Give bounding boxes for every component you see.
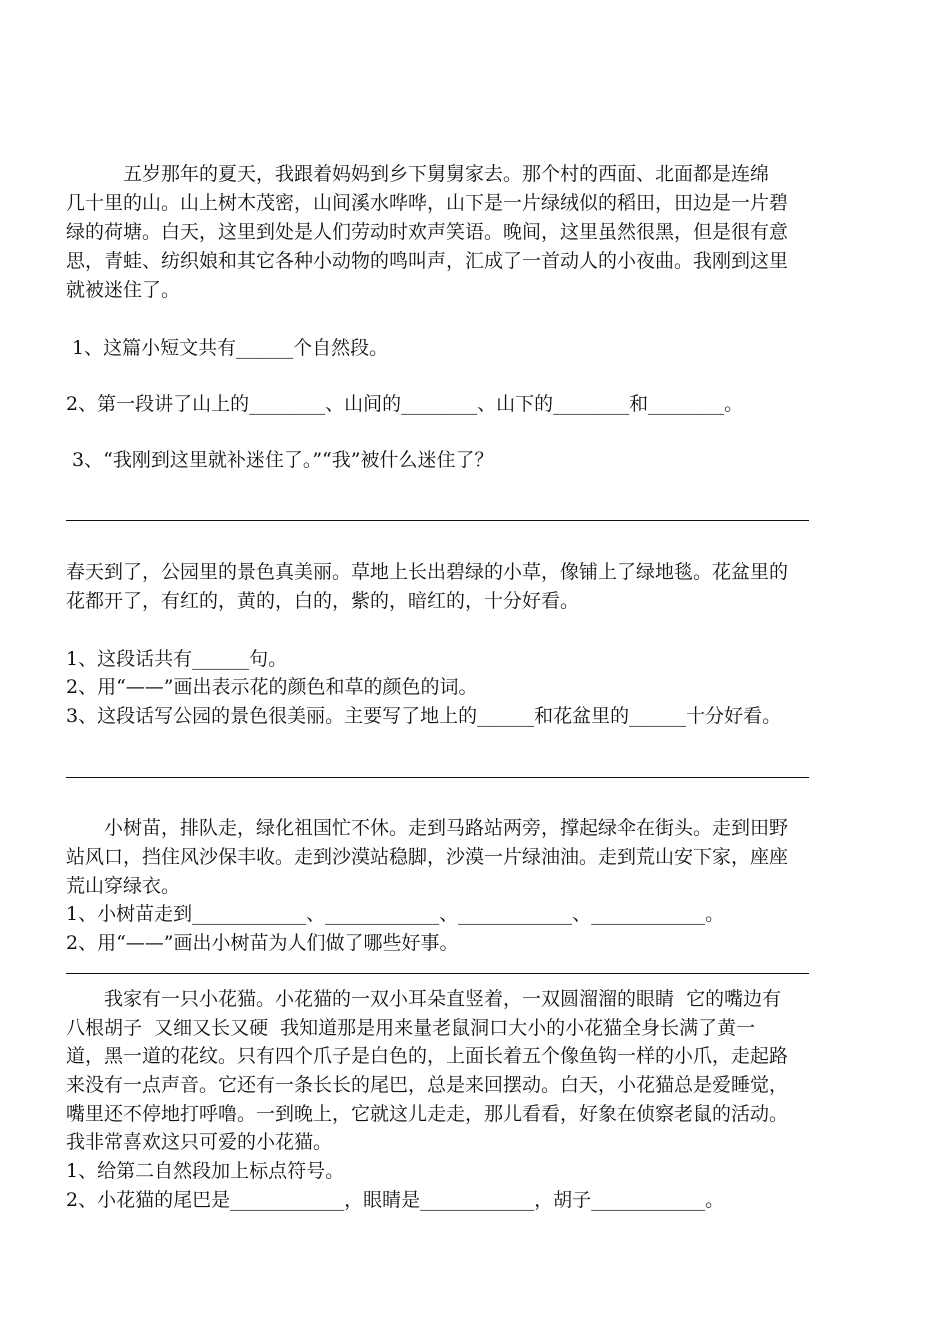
passage3-line-3: 荒山穿绿衣。 xyxy=(66,875,181,897)
passage4-line-4: 来没有一点声音。它还有一条长长的尾巴，总是来回摆动。白天，小花猫总是爱睡觉， xyxy=(66,1074,789,1096)
passage3-line-2: 站风口，挡住风沙保丰收。走到沙漠站稳脚，沙漠一片绿油油。走到荒山安下家，座座 xyxy=(66,846,789,868)
passage1-line-4: 思，青蛙、纺织娘和其它各种小动物的鸣叫声，汇成了一首动人的小夜曲。我刚到这里 xyxy=(66,250,789,272)
passage1-line-2: 几十里的山。山上树木茂密，山间溪水哗哗，山下是一片绿绒似的稻田，田边是一片碧 xyxy=(66,192,789,214)
passage4-line-3: 道，黑一道的花纹。只有四个爪子是白色的，上面长着五个像鱼钩一样的小爪，走起路 xyxy=(66,1045,789,1067)
passage1-question-3: 3、“我刚到这里就补迷住了。”“我”被什么迷住了？ xyxy=(66,449,494,471)
passage1-line-3: 绿的荷塘。白天，这里到处是人们劳动时欢声笑语。晚间，这里虽然很黑，但是很有意 xyxy=(66,221,789,243)
passage2-line-2: 花都开了，有红的，黄的，白的，紫的，暗红的，十分好看。 xyxy=(66,590,580,612)
answer-line-3 xyxy=(66,973,809,974)
passage3-question-2: 2、用“——”画出小树苗为人们做了哪些好事。 xyxy=(66,932,459,954)
passage4-question-2: 2、小花猫的尾巴是____________，眼睛是____________，胡子____________。 xyxy=(66,1189,725,1211)
passage2-question-2: 2、用“——”画出表示花的颜色和草的颜色的词。 xyxy=(66,676,478,698)
passage4-line-1: 我家有一只小花猫。小花猫的一双小耳朵直竖着，一双圆溜溜的眼睛 它的嘴边有 xyxy=(66,988,782,1010)
passage1-question-1: 1、这篇小短文共有______个自然段。 xyxy=(66,337,389,359)
passage1-line-5: 就被迷住了。 xyxy=(66,279,181,301)
answer-line-1 xyxy=(66,520,809,521)
passage4-line-2: 八根胡子 又细又长又硬 我知道那是用来量老鼠洞口大小的小花猫全身长满了黄一 xyxy=(66,1017,756,1039)
passage1-line-1: 五岁那年的夏天，我跟着妈妈到乡下舅舅家去。那个村的西面、北面都是连绵 xyxy=(66,163,770,185)
passage4-line-5: 嘴里还不停地打呼噜。一到晚上，它就这儿走走，那儿看看，好象在侦察老鼠的活动。 xyxy=(66,1103,789,1125)
passage3-line-1: 小树苗，排队走，绿化祖国忙不休。走到马路站两旁，撑起绿伞在街头。走到田野 xyxy=(66,817,789,839)
passage2-question-3: 3、这段话写公园的景色很美丽。主要写了地上的______和花盆里的______十分好看。 xyxy=(66,705,782,727)
passage3-question-1: 1、小树苗走到____________、____________、____________、____________。 xyxy=(66,903,725,925)
answer-line-2 xyxy=(66,777,809,778)
passage4-line-6: 我非常喜欢这只可爱的小花猫。 xyxy=(66,1131,333,1153)
passage4-question-1: 1、给第二自然段加上标点符号。 xyxy=(66,1160,345,1182)
passage1-question-2: 2、第一段讲了山上的________、山间的________、山下的________和________。 xyxy=(66,393,744,415)
passage2-question-1: 1、这段话共有______句。 xyxy=(66,648,288,670)
passage2-line-1: 春天到了，公园里的景色真美丽。草地上长出碧绿的小草，像铺上了绿地毯。花盆里的 xyxy=(66,561,789,583)
